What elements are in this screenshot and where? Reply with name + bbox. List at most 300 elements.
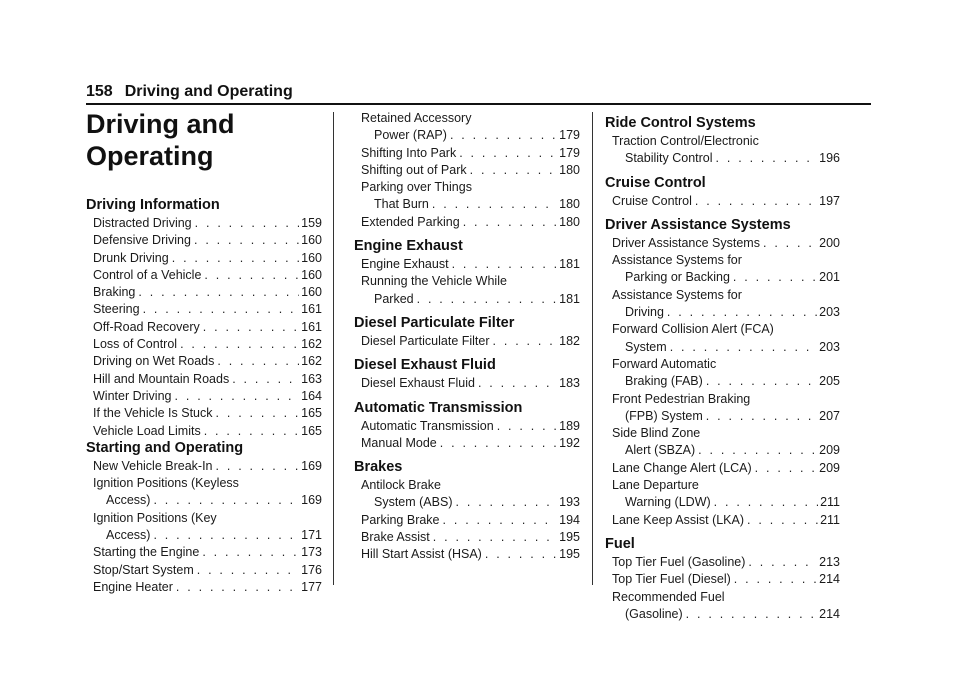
toc-page-number: 197 — [819, 193, 840, 208]
toc-entry-text: Parking over Things — [361, 180, 472, 195]
toc-entry-line — [612, 356, 840, 373]
toc-entry-line — [361, 477, 580, 494]
dot-leader — [216, 405, 300, 422]
toc-entry-line — [612, 339, 840, 356]
dot-leader — [204, 423, 299, 440]
toc-entry-line — [612, 408, 840, 425]
toc-entry-line — [361, 375, 580, 392]
toc-page-number: 211 — [820, 495, 840, 510]
toc-entry-line — [93, 423, 322, 440]
dot-leader — [734, 571, 817, 588]
toc-entry-text: Engine Exhaust — [361, 257, 449, 272]
toc-page-number: 173 — [301, 545, 322, 560]
toc-entry[interactable] — [354, 162, 580, 179]
toc-entry-line — [93, 319, 322, 336]
dot-leader — [197, 562, 299, 579]
toc-entry-line — [361, 179, 580, 196]
toc-entry[interactable] — [605, 391, 840, 426]
toc-entry-line — [612, 554, 840, 571]
toc-entry-line — [93, 579, 322, 596]
toc-entry-line — [361, 529, 580, 546]
toc-entry[interactable] — [605, 460, 840, 477]
dot-leader — [714, 494, 818, 511]
toc-entry-line — [612, 571, 840, 588]
toc-entry-line — [612, 442, 840, 459]
section-heading: Brakes — [354, 459, 403, 476]
toc-entry-line — [612, 150, 840, 167]
dot-leader — [695, 193, 817, 210]
dot-leader — [143, 301, 300, 318]
toc-entry-text: Stop/Start System — [93, 562, 194, 577]
toc-entry-line — [93, 284, 322, 301]
toc-page-number: 161 — [301, 302, 322, 317]
toc-page-number: 213 — [819, 554, 840, 569]
toc-entry-text: Control of a Vehicle — [93, 267, 202, 282]
toc-entry[interactable] — [605, 356, 840, 391]
toc-section — [86, 440, 322, 596]
toc-entry[interactable] — [354, 512, 580, 529]
toc-page-number: 160 — [301, 285, 322, 300]
toc-entry-text: Driving — [625, 305, 664, 320]
toc-entry[interactable] — [354, 333, 580, 350]
section-heading: Diesel Exhaust Fluid — [354, 357, 496, 374]
toc-page-number: 160 — [301, 267, 322, 282]
dot-leader — [176, 579, 299, 596]
toc-entry-text: Lane Departure — [612, 478, 699, 493]
toc-entry[interactable] — [605, 554, 840, 571]
toc-entry-line — [361, 546, 580, 563]
toc-entry[interactable] — [354, 477, 580, 512]
toc-page-number: 179 — [559, 145, 580, 160]
toc-entry[interactable] — [86, 579, 322, 596]
toc-entry-text: Vehicle Load Limits — [93, 423, 201, 438]
toc-page-number: 200 — [819, 235, 840, 250]
toc-entry-text: Shifting Into Park — [361, 145, 457, 160]
toc-section — [354, 315, 580, 350]
toc-entry-text: Shifting out of Park — [361, 162, 467, 177]
toc-entry-line — [361, 145, 580, 162]
column-divider — [592, 112, 593, 585]
dot-leader — [747, 512, 818, 529]
toc-page-number: 207 — [819, 408, 840, 423]
toc-entry[interactable] — [605, 252, 840, 287]
toc-entry-line — [93, 405, 322, 422]
dot-leader — [203, 319, 299, 336]
toc-page-number: 182 — [559, 333, 580, 348]
dot-leader — [755, 460, 817, 477]
toc-entry-line — [612, 494, 840, 511]
toc-entry-text: Lane Change Alert (LCA) — [612, 460, 752, 475]
toc-entry-text: Diesel Particulate Filter — [361, 333, 490, 348]
toc-column-1 — [86, 108, 322, 596]
toc-entry-line — [361, 418, 580, 435]
toc-entry[interactable] — [354, 145, 580, 162]
toc-entry-line — [93, 232, 322, 249]
toc-entry[interactable] — [354, 179, 580, 214]
toc-section — [354, 110, 580, 231]
toc-entry[interactable] — [354, 546, 580, 563]
chapter-title: Driving and Operating — [86, 109, 235, 171]
toc-entry-text: Defensive Driving — [93, 233, 191, 248]
toc-entry-line — [93, 371, 322, 388]
toc-section — [354, 238, 580, 308]
toc-entry[interactable] — [86, 458, 322, 475]
dot-leader — [706, 408, 817, 425]
dot-leader — [417, 291, 558, 308]
toc-entry-line — [93, 475, 322, 492]
toc-entry-text: Ignition Positions (Keyless — [93, 476, 239, 491]
toc-page-number: 192 — [559, 435, 580, 450]
toc-entry-line — [93, 458, 322, 475]
toc-entry[interactable] — [86, 562, 322, 579]
header-rule — [86, 103, 871, 105]
toc-entry-text: Drunk Driving — [93, 250, 169, 265]
toc-page-number: 160 — [301, 250, 322, 265]
toc-entry-text: Off-Road Recovery — [93, 319, 200, 334]
toc-page-number: 209 — [819, 443, 840, 458]
toc-entry-line — [361, 435, 580, 452]
toc-entry-text: Distracted Driving — [93, 216, 192, 230]
toc-page-number: 203 — [819, 305, 840, 320]
toc-entry-text: Forward Automatic — [612, 356, 717, 371]
toc-entry[interactable] — [605, 321, 840, 356]
toc-entry-line — [361, 110, 580, 127]
toc-section — [86, 197, 322, 440]
toc-entry-text: Winter Driving — [93, 388, 172, 403]
toc-page-number: 177 — [301, 579, 322, 594]
toc-entry[interactable] — [354, 418, 580, 435]
dot-leader — [485, 546, 557, 563]
toc-entry-line — [612, 133, 840, 150]
section-heading: Driving Information — [86, 197, 220, 213]
dot-leader — [232, 371, 299, 388]
dot-leader — [440, 435, 557, 452]
toc-entry[interactable] — [86, 405, 322, 422]
dot-leader — [450, 127, 557, 144]
dot-leader — [153, 492, 299, 509]
toc-column-3 — [605, 108, 840, 623]
toc-entry-line — [612, 235, 840, 252]
section-heading: Automatic Transmission — [354, 399, 523, 416]
toc-entry-text: (Gasoline) — [625, 606, 683, 621]
toc-entry[interactable] — [354, 110, 580, 145]
toc-entry-text: Assistance Systems for — [612, 287, 742, 302]
toc-entry-line — [361, 214, 580, 231]
toc-entry-line — [361, 333, 580, 350]
toc-entry-text: Top Tier Fuel (Diesel) — [612, 572, 731, 587]
section-heading: Engine Exhaust — [354, 238, 463, 255]
toc-entry-line — [93, 388, 322, 405]
toc-entry-text: (FPB) System — [625, 408, 703, 423]
dot-leader — [670, 339, 817, 356]
toc-entry[interactable] — [86, 267, 322, 284]
toc-entry-line — [361, 291, 580, 308]
toc-entry-line — [612, 304, 840, 321]
toc-section — [354, 400, 580, 453]
toc-entry-line — [612, 589, 840, 606]
toc-entry[interactable] — [86, 215, 322, 232]
toc-entry[interactable] — [86, 250, 322, 267]
toc-entry-text: Braking (FAB) — [625, 374, 703, 389]
toc-page-number: 195 — [559, 547, 580, 562]
section-heading: Ride Control Systems — [605, 115, 756, 131]
toc-page-number: 169 — [301, 458, 322, 473]
toc-page-number: 165 — [301, 423, 322, 438]
toc-page-number: 211 — [820, 512, 840, 527]
toc-entry-text: Assistance Systems for — [612, 253, 742, 268]
toc-entry[interactable] — [86, 475, 322, 510]
toc-page-number: 160 — [301, 233, 322, 248]
dot-leader — [204, 267, 299, 284]
toc-page-number: 189 — [559, 418, 580, 433]
dot-leader — [195, 215, 300, 232]
toc-entry-text: Retained Accessory — [361, 111, 472, 125]
dot-leader — [716, 150, 818, 167]
toc-page-number: 193 — [559, 495, 580, 510]
toc-section — [354, 459, 580, 563]
toc-column-2 — [354, 110, 580, 564]
dot-leader — [138, 284, 299, 301]
toc-entry-line — [612, 425, 840, 442]
dot-leader — [478, 375, 557, 392]
toc-entry-text: That Burn — [374, 197, 429, 212]
toc-page-number: 195 — [559, 530, 580, 545]
toc-entry-line — [93, 527, 322, 544]
toc-page-number: 179 — [559, 128, 580, 143]
toc-entry[interactable] — [86, 423, 322, 440]
toc-entry[interactable] — [354, 375, 580, 392]
dot-leader — [217, 353, 299, 370]
toc-entry[interactable] — [354, 214, 580, 231]
toc-entry-line — [93, 492, 322, 509]
toc-entry-text: Top Tier Fuel (Gasoline) — [612, 554, 746, 569]
toc-page-number: 159 — [301, 216, 322, 230]
toc-entry-text: Parking Brake — [361, 512, 440, 527]
dot-leader — [433, 529, 557, 546]
toc-entry-line — [612, 512, 840, 529]
toc-page-number: 214 — [819, 606, 840, 621]
toc-page-number: 194 — [559, 512, 580, 527]
toc-entry-line — [612, 373, 840, 390]
toc-entry[interactable] — [86, 301, 322, 318]
toc-page-number: 169 — [301, 493, 322, 508]
toc-page-number: 183 — [559, 376, 580, 391]
toc-entry[interactable] — [86, 284, 322, 301]
toc-page-number: 161 — [301, 319, 322, 334]
toc-entry[interactable] — [86, 371, 322, 388]
toc-entry-text: If the Vehicle Is Stuck — [93, 406, 213, 421]
toc-entry-line — [361, 127, 580, 144]
toc-entry-line — [93, 562, 322, 579]
toc-entry-line — [361, 256, 580, 273]
toc-entry-text: Lane Keep Assist (LKA) — [612, 512, 745, 527]
toc-entry-text: Loss of Control — [93, 337, 178, 352]
toc-page-number: 163 — [301, 371, 322, 386]
toc-entry[interactable] — [605, 133, 840, 168]
running-header — [86, 83, 334, 101]
toc-entry-line — [93, 544, 322, 561]
dot-leader — [497, 418, 557, 435]
toc-entry-line — [361, 162, 580, 179]
toc-page-number: 181 — [559, 291, 580, 306]
toc-entry-line — [361, 494, 580, 511]
toc-page-number: 205 — [819, 374, 840, 389]
toc-page-number: 196 — [819, 151, 840, 166]
dot-leader — [443, 512, 558, 529]
toc-entry-line — [612, 252, 840, 269]
toc-entry[interactable] — [354, 273, 580, 308]
toc-entry[interactable] — [605, 193, 840, 210]
toc-page-number: 162 — [301, 354, 322, 369]
toc-entry-text: Engine Heater — [93, 579, 173, 594]
toc-entry-line — [612, 477, 840, 494]
toc-entry-line — [612, 460, 840, 477]
toc-section — [605, 115, 840, 168]
toc-entry-line — [361, 196, 580, 213]
toc-entry[interactable] — [86, 319, 322, 336]
toc-entry-text: Parking or Backing — [625, 270, 730, 285]
toc-entry-text: Parked — [374, 291, 414, 306]
toc-entry[interactable] — [605, 477, 840, 512]
toc-page-number: 181 — [559, 257, 580, 272]
dot-leader — [493, 333, 558, 350]
dot-leader — [706, 373, 817, 390]
toc-entry-text: Cruise Control — [612, 193, 692, 208]
toc-entry[interactable] — [86, 232, 322, 249]
toc-entry-text: New Vehicle Break-In — [93, 458, 213, 473]
dot-leader — [748, 554, 817, 571]
toc-entry-text: System — [625, 339, 667, 354]
toc-entry-text: Brake Assist — [361, 530, 430, 545]
dot-leader — [686, 606, 817, 623]
toc-entry[interactable] — [354, 256, 580, 273]
toc-section — [605, 175, 840, 210]
toc-entry-line — [93, 336, 322, 353]
section-heading: Cruise Control — [605, 174, 706, 191]
toc-entry-text: Braking — [93, 285, 136, 300]
toc-entry-text: Warning (LDW) — [625, 495, 711, 510]
toc-entry-text: Recommended Fuel — [612, 589, 725, 604]
toc-entry[interactable] — [86, 353, 322, 370]
toc-entry-line — [612, 606, 840, 623]
section-heading: Driver Assistance Systems — [605, 216, 791, 233]
toc-entry[interactable] — [605, 235, 840, 252]
toc-entry-text: Access) — [106, 493, 151, 508]
toc-entry-line — [612, 391, 840, 408]
toc-entry-text: Forward Collision Alert (FCA) — [612, 322, 774, 337]
toc-page-number: 201 — [819, 270, 840, 285]
toc-entry-line — [612, 269, 840, 286]
toc-page-number: 162 — [301, 337, 322, 352]
toc-section — [605, 217, 840, 529]
toc-page-number: 176 — [301, 562, 322, 577]
dot-leader — [463, 214, 557, 231]
toc-entry-text: Diesel Exhaust Fluid — [361, 376, 475, 391]
toc-page-number: 180 — [559, 197, 580, 212]
toc-entry-text: Manual Mode — [361, 435, 437, 450]
toc-entry-text: Starting the Engine — [93, 545, 200, 560]
toc-entry[interactable] — [605, 425, 840, 460]
dot-leader — [432, 196, 557, 213]
column-divider — [333, 112, 334, 585]
toc-entry-text: Power (RAP) — [374, 128, 447, 143]
toc-entry-line — [93, 215, 322, 232]
toc-entry-text: Extended Parking — [361, 214, 460, 229]
section-heading: Starting and Operating — [86, 439, 244, 456]
toc-entry-text: Steering — [93, 302, 140, 317]
toc-entry[interactable] — [605, 571, 840, 588]
dot-leader — [180, 336, 299, 353]
running-title: Driving and Operating — [124, 83, 293, 100]
dot-leader — [216, 458, 300, 475]
dot-leader — [456, 494, 558, 511]
toc-entry-text: Traction Control/Electronic — [612, 134, 759, 148]
toc-entry-line — [93, 353, 322, 370]
toc-entry-line — [612, 287, 840, 304]
toc-entry-text: Side Blind Zone — [612, 426, 701, 441]
toc-entry[interactable] — [354, 435, 580, 452]
toc-entry-text: Hill and Mountain Roads — [93, 371, 230, 386]
toc-entry-line — [361, 273, 580, 290]
toc-entry-line — [612, 321, 840, 338]
toc-entry[interactable] — [86, 336, 322, 353]
toc-entry[interactable] — [605, 287, 840, 322]
toc-entry-line — [93, 267, 322, 284]
toc-entry-line — [93, 250, 322, 267]
dot-leader — [470, 162, 558, 179]
dot-leader — [194, 232, 299, 249]
toc-entry-text: Driver Assistance Systems — [612, 235, 760, 250]
toc-entry-text: Antilock Brake — [361, 478, 441, 493]
toc-entry[interactable] — [605, 589, 840, 624]
toc-section — [354, 357, 580, 392]
toc-entry[interactable] — [86, 544, 322, 561]
toc-entry-text: Running the Vehicle While — [361, 274, 507, 289]
toc-page-number: 214 — [819, 572, 840, 587]
toc-entry-line — [93, 510, 322, 527]
toc-entry[interactable] — [86, 388, 322, 405]
toc-entry-text: Ignition Positions (Key — [93, 510, 217, 525]
toc-section — [605, 536, 840, 623]
dot-leader — [459, 145, 557, 162]
toc-page-number: 171 — [301, 528, 322, 543]
toc-entry[interactable] — [86, 510, 322, 545]
dot-leader — [667, 304, 817, 321]
toc-entry[interactable] — [605, 512, 840, 529]
dot-leader — [763, 235, 817, 252]
toc-entry-line — [361, 512, 580, 529]
dot-leader — [175, 388, 300, 405]
dot-leader — [153, 527, 299, 544]
toc-entry-text: System (ABS) — [374, 495, 453, 510]
toc-page-number: 165 — [301, 406, 322, 421]
dot-leader — [172, 250, 299, 267]
toc-page-number: 164 — [301, 388, 322, 403]
page-number: 158 — [86, 83, 113, 100]
toc-page-number: 203 — [819, 339, 840, 354]
dot-leader — [202, 544, 299, 561]
toc-page-number: 180 — [559, 162, 580, 177]
toc-page-number: 209 — [819, 460, 840, 475]
dot-leader — [698, 442, 817, 459]
toc-entry-text: Hill Start Assist (HSA) — [361, 547, 482, 562]
toc-entry[interactable] — [354, 529, 580, 546]
toc-entry-text: Stability Control — [625, 151, 713, 166]
section-heading: Diesel Particulate Filter — [354, 314, 515, 331]
toc-entry-text: Alert (SBZA) — [625, 443, 696, 458]
dot-leader — [733, 269, 817, 286]
toc-entry-line — [612, 193, 840, 210]
